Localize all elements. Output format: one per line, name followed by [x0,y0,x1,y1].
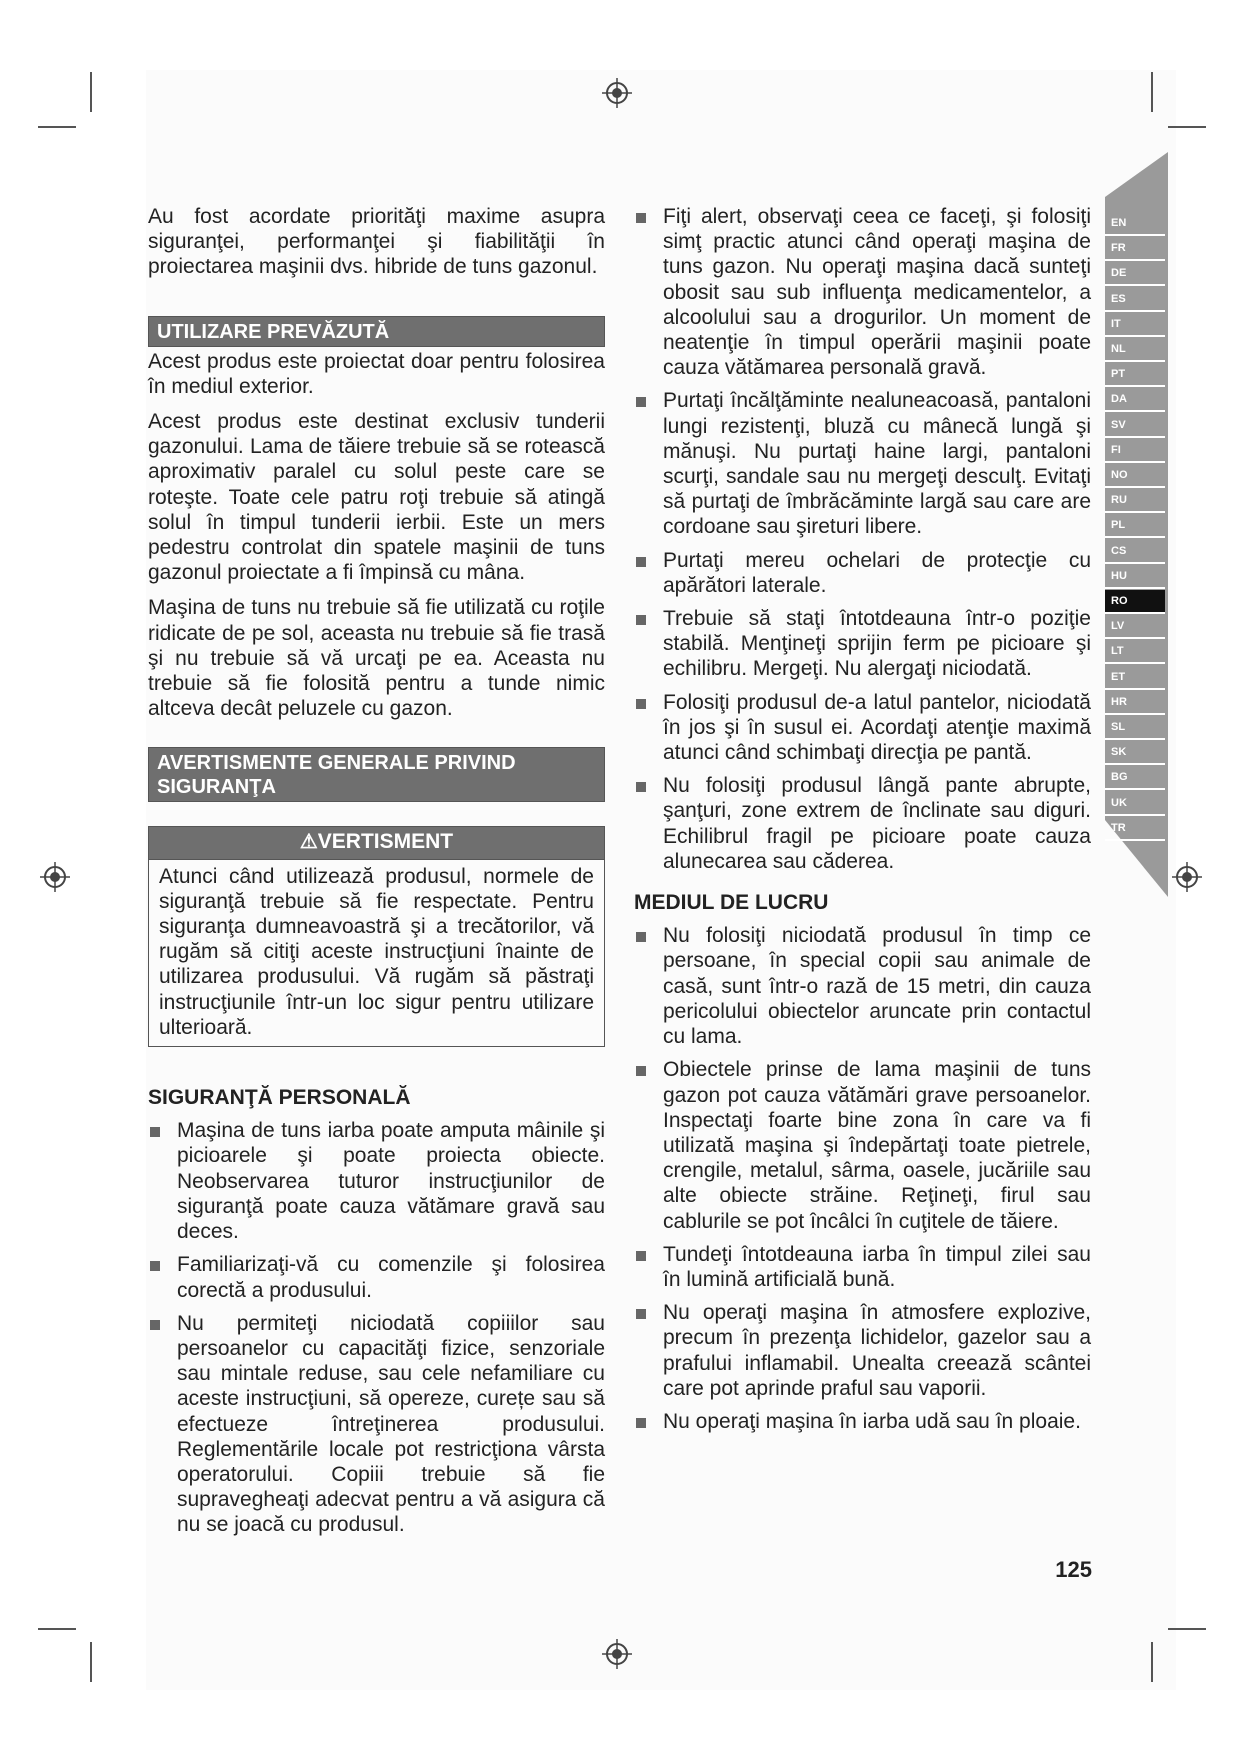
language-tab-label: SL [1111,721,1126,733]
language-tab-separator [1105,436,1165,438]
paragraph: Acest produs este destinat exclusiv tunderii gazonului. Lama de tăiere trebuie să se rotească aproximativ paralel cu solul peste care se roteşte. Toate cele patru roţi trebuie să atingă solul în timpul tunderii ierbii. Este un mers pedestru controlat din spatele maşinii de tuns gazonul proiectate a fi împinsă cu mâna. [148,410,605,585]
warning-box [148,826,605,1047]
language-tab-en [1105,212,1165,234]
language-tab-label: TR [1111,821,1126,834]
language-tab-pt [1105,363,1165,385]
language-tab-separator [1105,486,1165,488]
language-tab-label: RU [1111,494,1127,507]
language-tab-nl [1105,338,1165,360]
language-tab-lt [1105,640,1165,662]
language-tab-tr [1105,817,1165,839]
safety-list [634,204,1091,874]
language-tab-pl [1105,514,1165,536]
language-tab-label: LV [1111,620,1125,633]
list-item: Fiţi alert, observaţi ceea ce faceţi, şi folosiţi simţ practic atunci când operaţi maşina de tuns gazon. Nu operaţi maşina dacă sunteţi obosit sau sub influenţa medicamentelor, a alcoolului sau a drogurilor. Un moment de neatenţie în timpul operării maşinii poate cauza vătămarea personală gravă. [634,204,1091,380]
language-tab-separator [1105,461,1165,463]
registration-mark-icon [1172,862,1202,892]
language-tab-separator [1105,738,1165,740]
language-tab-separator [1105,637,1165,639]
language-tab-label: HU [1111,569,1127,582]
list-item: Nu permiteţi niciodată copiiilor sau persoanelor cu capacităţi fizice, senzoriale sau mintale reduse, sau cele nefamiliare cu aceste instrucţiuni, să opereze, curețe sau să efectueze întreţinerea produsului. Reglementările locale pot restricţiona vârsta operatorului. Copiii trebuie să fie supravegheaţi adecvat pentru a vă asigura că nu se joacă cu produsul. [148,1311,605,1538]
language-tab-label: DA [1111,393,1127,406]
language-tab-separator [1105,360,1165,362]
section-heading-personal-safety: SIGURANŢĂ PERSONALĂ [148,1086,411,1110]
registration-mark-icon [602,1639,632,1669]
registration-mark-icon [40,862,70,892]
language-tab-label: RO [1111,595,1128,607]
language-tab-label: FI [1111,443,1121,456]
language-tab-separator [1105,385,1165,387]
language-tab-separator [1105,587,1165,589]
list-item: Familiarizaţi-vă cu comenzile şi folosirea corectă a produsului. [148,1252,605,1302]
language-tab-label: BG [1111,771,1128,784]
language-tab-label: PL [1111,519,1126,532]
list-item: Purtaţi încălţăminte nealuneacoasă, pantaloni lungi rezistenţi, bluză cu mânecă lungă şi mănuşi. Nu purtaţi haine largi, pantaloni scurţi, sandale sau nu mergeţi desculţ. Evitaţi să purtaţi de îmbrăcăminte largă sau care are cordoane sau şireturi libere. [634,388,1091,539]
paragraph: Acest produs este proiectat doar pentru folosirea în mediul exterior. [148,349,605,398]
crop-mark [1168,1628,1206,1630]
list-item: Nu folosiţi niciodată produsul în timp ce persoane, în special copii sau animale de casă, sunt într-o rază de 15 metri, din cauza pericolului obiectelor aruncate prin contactul cu lama. [634,923,1091,1049]
list-item: Obiectele prinse de lama maşinii de tuns gazon pot cauza vătămări grave persoanelor. Inspectaţi foarte bine zona în care va fi utilizată maşina şi îndepărtaţi toate pietrele, crengile, metalul, sârma, oasele, jucăriile sau alte obiecte străine. Reţineţi, firul sau cablurile se pot încâlci în cuţitele de tăiere. [634,1057,1091,1233]
language-tab-da [1105,388,1165,410]
language-tab-label: NO [1111,469,1128,481]
language-tab-separator [1105,511,1165,513]
language-tab-it [1105,313,1165,335]
language-tab-separator [1105,284,1165,286]
language-tab-es [1105,288,1165,310]
language-tab-label: DE [1111,267,1127,280]
section-heading-work-environment: MEDIUL DE LUCRU [634,891,829,915]
language-tab-separator [1105,763,1165,765]
crop-mark [1168,126,1206,128]
language-tab-uk [1105,792,1165,814]
work-environment-list [634,923,1091,1434]
language-tab-label: IT [1111,317,1121,330]
language-tab-separator [1105,310,1165,312]
list-item: Folosiţi produsul de-a latul pantelor, niciodată în jos şi în susul ei. Acordaţi atenţie maximă atunci când schimbaţi direcţia pe pantă. [634,690,1091,766]
language-tab-cs [1105,540,1165,562]
language-tab-label: PT [1111,368,1126,381]
language-tab-label: SV [1111,418,1126,431]
language-tab-separator [1105,410,1165,412]
language-tab-fr [1105,237,1165,259]
registration-mark-icon [602,78,632,108]
warning-triangle-icon: ⚠ [299,831,318,854]
language-tab-separator [1105,259,1165,261]
list-item: Nu operaţi maşina în iarba udă sau în ploaie. [634,1409,1091,1434]
page-number: 125 [1055,1557,1092,1582]
language-tab-label: HR [1111,695,1127,708]
language-tab-label: LT [1111,645,1124,658]
language-tab-ro [1105,590,1165,612]
language-tab-sl [1105,716,1165,738]
language-tab-separator [1105,713,1165,715]
language-tab-label: ET [1111,670,1126,683]
language-tab-separator [1105,536,1165,538]
language-tab-sk [1105,741,1165,763]
language-tab-fi [1105,439,1165,461]
language-tab-label: CS [1111,544,1127,557]
warning-body: Atunci când utilizează produsul, normele de siguranţă trebuie să fie respectate. Pentru siguranţa dumneavoastră şi a trecătorilor, vă rugăm să citiţi aceste instrucţiuni înainte de utilizarea produsului. Vă rugăm să păstraţi instrucţiunile într-un loc sigur pentru utilizare ulterioară. [159,864,594,1039]
paragraph: Maşina de tuns nu trebuie să fie utilizată cu roţile ridicate de pe sol, aceasta nu trebuie să fie trasă şi nu trebuie să vă urcaţi pe ea. Aceasta nu trebuie să fie folosită pentru a tunde nimic altceva decât peluzele cu gazon. [148,596,605,721]
language-tab-hu [1105,565,1165,587]
left-column [148,204,605,1546]
list-item: Trebuie să staţi întotdeauna într-o poziţie stabilă. Menţineţi sprijin ferm pe picioare şi echilibru. Mergeţi. Nu alergaţi niciodată. [634,606,1091,682]
list-item: Nu operaţi maşina în atmosfere explozive, precum în prezenţa lichidelor, gazelor sau a prafului inflamabil. Unealta creează scântei care pot aprinde praful sau vaporii. [634,1300,1091,1401]
language-tab-de [1105,262,1165,284]
language-tab-bg [1105,766,1165,788]
crop-mark [1151,72,1153,112]
language-tab-lv [1105,615,1165,637]
language-tab-label: ES [1111,292,1126,305]
list-item: Nu folosiţi produsul lângă pante abrupte, şanţuri, zone extrem de înclinate sau diguri. Echilibrul fragil pe picioare poate cauza alunecarea sau căderea. [634,773,1091,874]
language-tab-label: NL [1111,343,1126,355]
warning-header [149,827,604,859]
list-item: Maşina de tuns iarba poate amputa mâinile şi picioarele şi poate proiecta obiecte. Neobservarea tuturor instrucţiunilor de siguranţă poate cauza vătămare gravă sau deces. [148,1118,605,1244]
crop-mark [38,1628,76,1630]
crop-mark [90,72,92,112]
crop-mark [38,126,76,128]
warning-title: VERTISMENT [317,830,454,854]
language-tab-separator [1105,612,1165,614]
language-tab-hr [1105,691,1165,713]
language-tab-no [1105,464,1165,486]
language-tab-separator [1105,662,1165,664]
list-item: Purtaţi mereu ochelari de protecţie cu apărători laterale. [634,548,1091,598]
language-tab-separator [1105,839,1165,841]
language-tab-ru [1105,489,1165,511]
section-heading-general-warnings: AVERTISMENTE GENERALE PRIVIND SIGURANŢA [148,747,605,802]
personal-safety-list [148,1118,605,1537]
language-tab-label: FR [1111,242,1126,255]
section-heading-intended-use: UTILIZARE PREVĂZUTĂ [148,316,605,347]
language-tab-separator [1105,562,1165,564]
right-column [634,204,1091,1442]
language-tab-separator [1105,788,1165,790]
crop-mark [1151,1642,1153,1682]
language-tab-separator [1105,814,1165,816]
language-tab-label: EN [1111,217,1127,229]
language-tab-et [1105,666,1165,688]
language-tab-separator [1105,335,1165,337]
intro-paragraph: Au fost acordate priorităţi maxime asupra siguranţei, performanţei şi fiabilităţii în proiectarea maşinii dvs. hibride de tuns gazonul. [148,205,605,279]
language-tab-separator [1105,688,1165,690]
language-tab-separator [1105,234,1165,236]
language-tab-label: SK [1111,746,1127,759]
crop-mark [90,1642,92,1682]
language-tab-label: UK [1111,796,1127,809]
language-tab-sv [1105,414,1165,436]
list-item: Tundeţi întotdeauna iarba în timpul zilei sau în lumină artificială bună. [634,1242,1091,1292]
